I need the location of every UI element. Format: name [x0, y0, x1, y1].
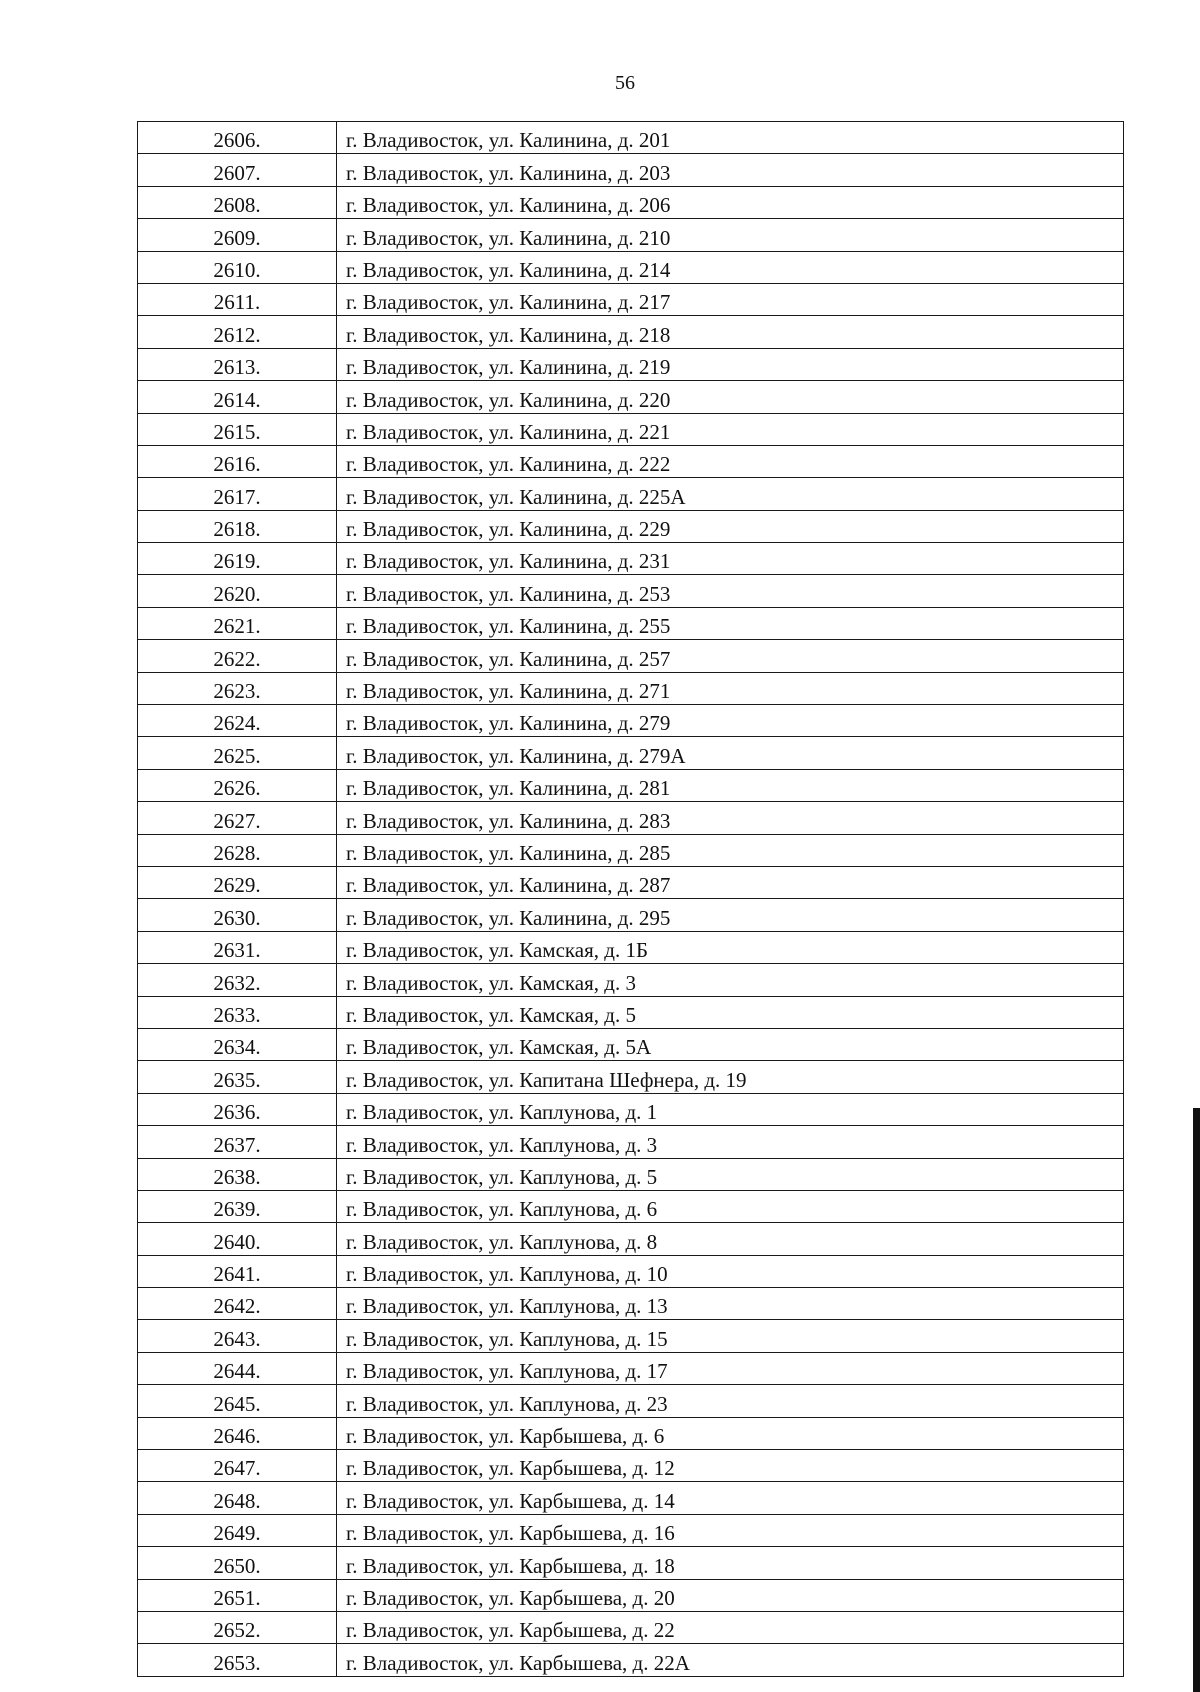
row-number-cell: 2621.	[138, 607, 337, 639]
address-cell: г. Владивосток, ул. Карбышева, д. 12	[337, 1450, 1124, 1482]
row-number-cell: 2635.	[138, 1061, 337, 1093]
table-row	[138, 899, 1124, 931]
row-number-cell: 2619.	[138, 543, 337, 575]
address-cell: г. Владивосток, ул. Каплунова, д. 13	[337, 1288, 1124, 1320]
table-row	[138, 964, 1124, 996]
row-number-cell: 2607.	[138, 154, 337, 186]
address-cell: г. Владивосток, ул. Калинина, д. 287	[337, 866, 1124, 898]
row-number-cell: 2624.	[138, 705, 337, 737]
row-number-cell: 2652.	[138, 1611, 337, 1643]
row-number-cell: 2617.	[138, 478, 337, 510]
address-cell: г. Владивосток, ул. Калинина, д. 203	[337, 154, 1124, 186]
address-cell: г. Владивосток, ул. Каплунова, д. 6	[337, 1190, 1124, 1222]
table-row	[138, 1288, 1124, 1320]
address-cell: г. Владивосток, ул. Каплунова, д. 3	[337, 1126, 1124, 1158]
row-number-cell: 2608.	[138, 186, 337, 218]
table-row	[138, 1352, 1124, 1384]
page-number: 56	[615, 72, 635, 94]
table-row	[138, 1514, 1124, 1546]
row-number-cell: 2633.	[138, 996, 337, 1028]
address-cell: г. Владивосток, ул. Калинина, д. 220	[337, 381, 1124, 413]
table-row	[138, 802, 1124, 834]
row-number-cell: 2611.	[138, 283, 337, 315]
address-cell: г. Владивосток, ул. Калинина, д. 255	[337, 607, 1124, 639]
address-cell: г. Владивосток, ул. Камская, д. 1Б	[337, 931, 1124, 963]
table-row	[138, 1158, 1124, 1190]
row-number-cell: 2606.	[138, 122, 337, 154]
row-number-cell: 2618.	[138, 510, 337, 542]
table-row	[138, 834, 1124, 866]
address-cell: г. Владивосток, ул. Калинина, д. 281	[337, 769, 1124, 801]
address-cell: г. Владивосток, ул. Камская, д. 5	[337, 996, 1124, 1028]
table-row	[138, 445, 1124, 477]
row-number-cell: 2625.	[138, 737, 337, 769]
table-row	[138, 510, 1124, 542]
address-cell: г. Владивосток, ул. Калинина, д. 218	[337, 316, 1124, 348]
address-cell: г. Владивосток, ул. Капитана Шефнера, д. 19	[337, 1061, 1124, 1093]
table-row	[138, 1190, 1124, 1222]
address-cell: г. Владивосток, ул. Камская, д. 5А	[337, 1028, 1124, 1060]
row-number-cell: 2641.	[138, 1255, 337, 1287]
row-number-cell: 2612.	[138, 316, 337, 348]
address-cell: г. Владивосток, ул. Каплунова, д. 8	[337, 1223, 1124, 1255]
row-number-cell: 2648.	[138, 1482, 337, 1514]
row-number-cell: 2638.	[138, 1158, 337, 1190]
address-cell: г. Владивосток, ул. Калинина, д. 206	[337, 186, 1124, 218]
table-row	[138, 154, 1124, 186]
table-row	[138, 348, 1124, 380]
row-number-cell: 2626.	[138, 769, 337, 801]
row-number-cell: 2650.	[138, 1547, 337, 1579]
table-row	[138, 769, 1124, 801]
table-row	[138, 640, 1124, 672]
row-number-cell: 2647.	[138, 1450, 337, 1482]
address-cell: г. Владивосток, ул. Камская, д. 3	[337, 964, 1124, 996]
row-number-cell: 2646.	[138, 1417, 337, 1449]
row-number-cell: 2645.	[138, 1385, 337, 1417]
table-row	[138, 607, 1124, 639]
table-row	[138, 575, 1124, 607]
table-row	[138, 122, 1124, 154]
address-cell: г. Владивосток, ул. Калинина, д. 271	[337, 672, 1124, 704]
address-cell: г. Владивосток, ул. Калинина, д. 285	[337, 834, 1124, 866]
row-number-cell: 2640.	[138, 1223, 337, 1255]
row-number-cell: 2642.	[138, 1288, 337, 1320]
row-number-cell: 2627.	[138, 802, 337, 834]
address-cell: г. Владивосток, ул. Калинина, д. 217	[337, 283, 1124, 315]
address-cell: г. Владивосток, ул. Калинина, д. 283	[337, 802, 1124, 834]
address-cell: г. Владивосток, ул. Карбышева, д. 18	[337, 1547, 1124, 1579]
row-number-cell: 2629.	[138, 866, 337, 898]
address-cell: г. Владивосток, ул. Каплунова, д. 10	[337, 1255, 1124, 1287]
address-cell: г. Владивосток, ул. Каплунова, д. 15	[337, 1320, 1124, 1352]
address-cell: г. Владивосток, ул. Карбышева, д. 16	[337, 1514, 1124, 1546]
table-row	[138, 737, 1124, 769]
row-number-cell: 2614.	[138, 381, 337, 413]
row-number-cell: 2609.	[138, 219, 337, 251]
table-row	[138, 1223, 1124, 1255]
address-cell: г. Владивосток, ул. Калинина, д. 295	[337, 899, 1124, 931]
row-number-cell: 2628.	[138, 834, 337, 866]
table-row	[138, 413, 1124, 445]
address-cell: г. Владивосток, ул. Калинина, д. 221	[337, 413, 1124, 445]
address-cell: г. Владивосток, ул. Калинина, д. 222	[337, 445, 1124, 477]
table-row	[138, 1320, 1124, 1352]
row-number-cell: 2632.	[138, 964, 337, 996]
row-number-cell: 2616.	[138, 445, 337, 477]
row-number-cell: 2636.	[138, 1093, 337, 1125]
table-row	[138, 1255, 1124, 1287]
table-row	[138, 1385, 1124, 1417]
table-body	[138, 122, 1124, 1677]
table-row	[138, 1417, 1124, 1449]
table-row	[138, 705, 1124, 737]
row-number-cell: 2644.	[138, 1352, 337, 1384]
row-number-cell: 2613.	[138, 348, 337, 380]
table-row	[138, 1644, 1124, 1676]
address-register-table	[137, 121, 1124, 1677]
table-row	[138, 381, 1124, 413]
table-row	[138, 1482, 1124, 1514]
table-row	[138, 996, 1124, 1028]
address-cell: г. Владивосток, ул. Калинина, д. 253	[337, 575, 1124, 607]
address-cell: г. Владивосток, ул. Каплунова, д. 5	[337, 1158, 1124, 1190]
row-number-cell: 2615.	[138, 413, 337, 445]
address-cell: г. Владивосток, ул. Каплунова, д. 23	[337, 1385, 1124, 1417]
row-number-cell: 2637.	[138, 1126, 337, 1158]
table-row	[138, 316, 1124, 348]
table-row	[138, 866, 1124, 898]
table-row	[138, 931, 1124, 963]
row-number-cell: 2634.	[138, 1028, 337, 1060]
address-cell: г. Владивосток, ул. Карбышева, д. 14	[337, 1482, 1124, 1514]
table-row	[138, 1028, 1124, 1060]
table-row	[138, 186, 1124, 218]
table-row	[138, 251, 1124, 283]
table-row	[138, 219, 1124, 251]
scan-edge-shadow	[1193, 1108, 1200, 1692]
address-cell: г. Владивосток, ул. Карбышева, д. 22	[337, 1611, 1124, 1643]
address-cell: г. Владивосток, ул. Калинина, д. 210	[337, 219, 1124, 251]
address-cell: г. Владивосток, ул. Калинина, д. 279А	[337, 737, 1124, 769]
address-cell: г. Владивосток, ул. Калинина, д. 231	[337, 543, 1124, 575]
row-number-cell: 2643.	[138, 1320, 337, 1352]
address-cell: г. Владивосток, ул. Калинина, д. 225А	[337, 478, 1124, 510]
row-number-cell: 2622.	[138, 640, 337, 672]
table-row	[138, 1579, 1124, 1611]
table-row	[138, 1126, 1124, 1158]
address-cell: г. Владивосток, ул. Калинина, д. 279	[337, 705, 1124, 737]
row-number-cell: 2620.	[138, 575, 337, 607]
row-number-cell: 2649.	[138, 1514, 337, 1546]
address-cell: г. Владивосток, ул. Карбышева, д. 22А	[337, 1644, 1124, 1676]
table-row	[138, 283, 1124, 315]
row-number-cell: 2651.	[138, 1579, 337, 1611]
address-cell: г. Владивосток, ул. Калинина, д. 229	[337, 510, 1124, 542]
row-number-cell: 2610.	[138, 251, 337, 283]
table-row	[138, 1450, 1124, 1482]
row-number-cell: 2653.	[138, 1644, 337, 1676]
row-number-cell: 2623.	[138, 672, 337, 704]
row-number-cell: 2639.	[138, 1190, 337, 1222]
address-cell: г. Владивосток, ул. Каплунова, д. 17	[337, 1352, 1124, 1384]
row-number-cell: 2630.	[138, 899, 337, 931]
address-cell: г. Владивосток, ул. Калинина, д. 214	[337, 251, 1124, 283]
table-row	[138, 1547, 1124, 1579]
row-number-cell: 2631.	[138, 931, 337, 963]
address-cell: г. Владивосток, ул. Калинина, д. 201	[337, 122, 1124, 154]
address-cell: г. Владивосток, ул. Каплунова, д. 1	[337, 1093, 1124, 1125]
address-cell: г. Владивосток, ул. Карбышева, д. 6	[337, 1417, 1124, 1449]
table-row	[138, 1061, 1124, 1093]
table-row	[138, 1093, 1124, 1125]
address-cell: г. Владивосток, ул. Калинина, д. 219	[337, 348, 1124, 380]
table-row	[138, 1611, 1124, 1643]
table-row	[138, 478, 1124, 510]
table-row	[138, 543, 1124, 575]
address-cell: г. Владивосток, ул. Калинина, д. 257	[337, 640, 1124, 672]
table-row	[138, 672, 1124, 704]
address-cell: г. Владивосток, ул. Карбышева, д. 20	[337, 1579, 1124, 1611]
